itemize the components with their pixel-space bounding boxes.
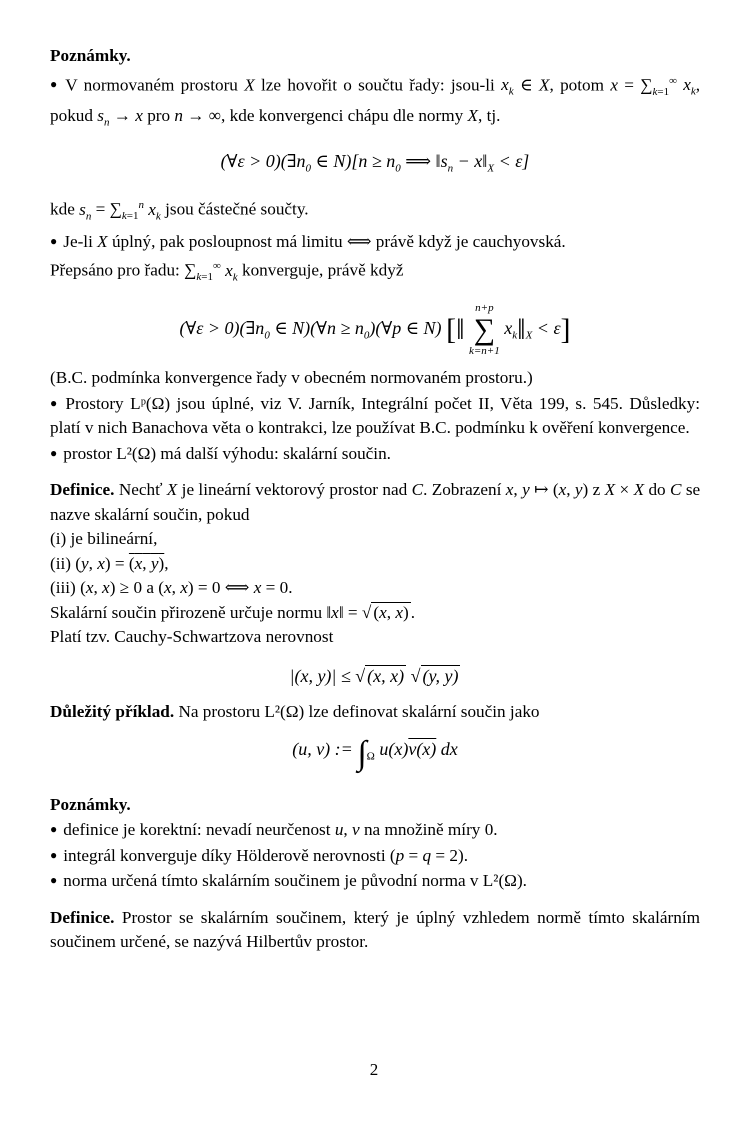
definition-hilbert: Definice. Prostor se skalárním součinem, který je úplný vzhledem normě tímto skalárním součinem určené, se nazývá Hilbertův prostor. <box>50 907 700 952</box>
formula-cauchy-schwarz: |(x, y)| ≤ √ (x, x) √ (y, y) <box>289 665 459 686</box>
condition-i: (i) je bilineární, <box>50 529 158 549</box>
condition-ii: (ii) (y, x) = (x, y), <box>50 553 169 573</box>
definition-inner-product: Definice. Nechť X je lineární vektorový prostor nad C. Zobrazení x, y ↦ (x, y) z X × X do C se nazve skalární součin, pokud <box>50 480 701 524</box>
cs-line: Platí tzv. Cauchy-Schwartzova nerovnost <box>50 627 334 647</box>
formula-cauchy: (∀ε > $0)(\exists n_0$ ∈ N)(∀n ≥ $n_0)(\forall p$ ∈ N) [‖ n+p ∑ k=n+1 $x_k‖_X < \varepsilon$] <box>179 302 571 358</box>
bullet-paragraph: ● integrál konverguje díky Hölderově nerovnosti (p = q = 2). <box>50 845 469 865</box>
formula-l2-product: (u, v) := $\int_\Omega$ u(x)v(x) dx <box>292 734 458 772</box>
section-heading: Poznámky. <box>50 46 131 65</box>
example-paragraph: Důležitý příklad. Na prostoru L²(Ω) lze definovat skalární součin jako <box>50 702 540 722</box>
norm-line: Skalární součin přirozeně určuje normu ‖x‖ = √ (x, x) . <box>50 602 415 622</box>
bullet-paragraph: ● V normovaném prostoru X lze hovořit o součtu řady: jsou-li $x_k$ ∈ X, potom $x = \sum_{k=1}^\infty$ $x_k$, pokud $s_n \to x$ pro n → ∞, kde konvergenci chápu dle normy X, tj. <box>50 74 701 129</box>
bc-note: (B.C. podmínka konvergence řady v obecném normovaném prostoru.) <box>50 368 533 388</box>
partial-sums-line: kde $s_n = \sum_{k=1}^n$ $x_k$ jsou částečné součty. <box>50 199 309 223</box>
bullet-paragraph: ● norma určená tímto skalárním součinem je původní norma v L²(Ω). <box>50 871 527 891</box>
document-page <box>50 44 700 955</box>
bullet-paragraph: ● prostor L²(Ω) má další výhodu: skalární součin. <box>50 443 391 463</box>
rewrite-line: Přepsáno pro řadu: $\sum_{k=1}^\infty$ $x_k$ konverguje, právě když <box>50 260 404 284</box>
formula-convergence: (∀ε > $0)(\exists n_0$ ∈ $N)[n \ge n_0$ ⟹ $‖s_n$ − $x‖_X < \varepsilon$] <box>220 151 530 175</box>
bullet-paragraph: ● Je-li X úplný, pak posloupnost má limitu ⟺ právě když je cauchyovská. <box>50 231 566 251</box>
condition-iii: (iii) (x, x) ≥ 0 a (x, x) = 0 ⟺ x = 0. <box>50 578 293 598</box>
bullet-paragraph: ● definice je korektní: nevadí neurčenost u, v na množině míry 0. <box>50 820 498 840</box>
section-heading: Poznámky. <box>50 794 131 814</box>
bullet-paragraph: ● Prostory Lᵖ(Ω) jsou úplné, viz V. Jarník, Integrální počet II, Věta 199, s. 545. Důsledky: platí v nich Banachova věta o kontrakci, lze používat B.C. podmínku k ověření konvergence. <box>50 393 701 438</box>
page-number: 2 <box>369 1060 379 1079</box>
